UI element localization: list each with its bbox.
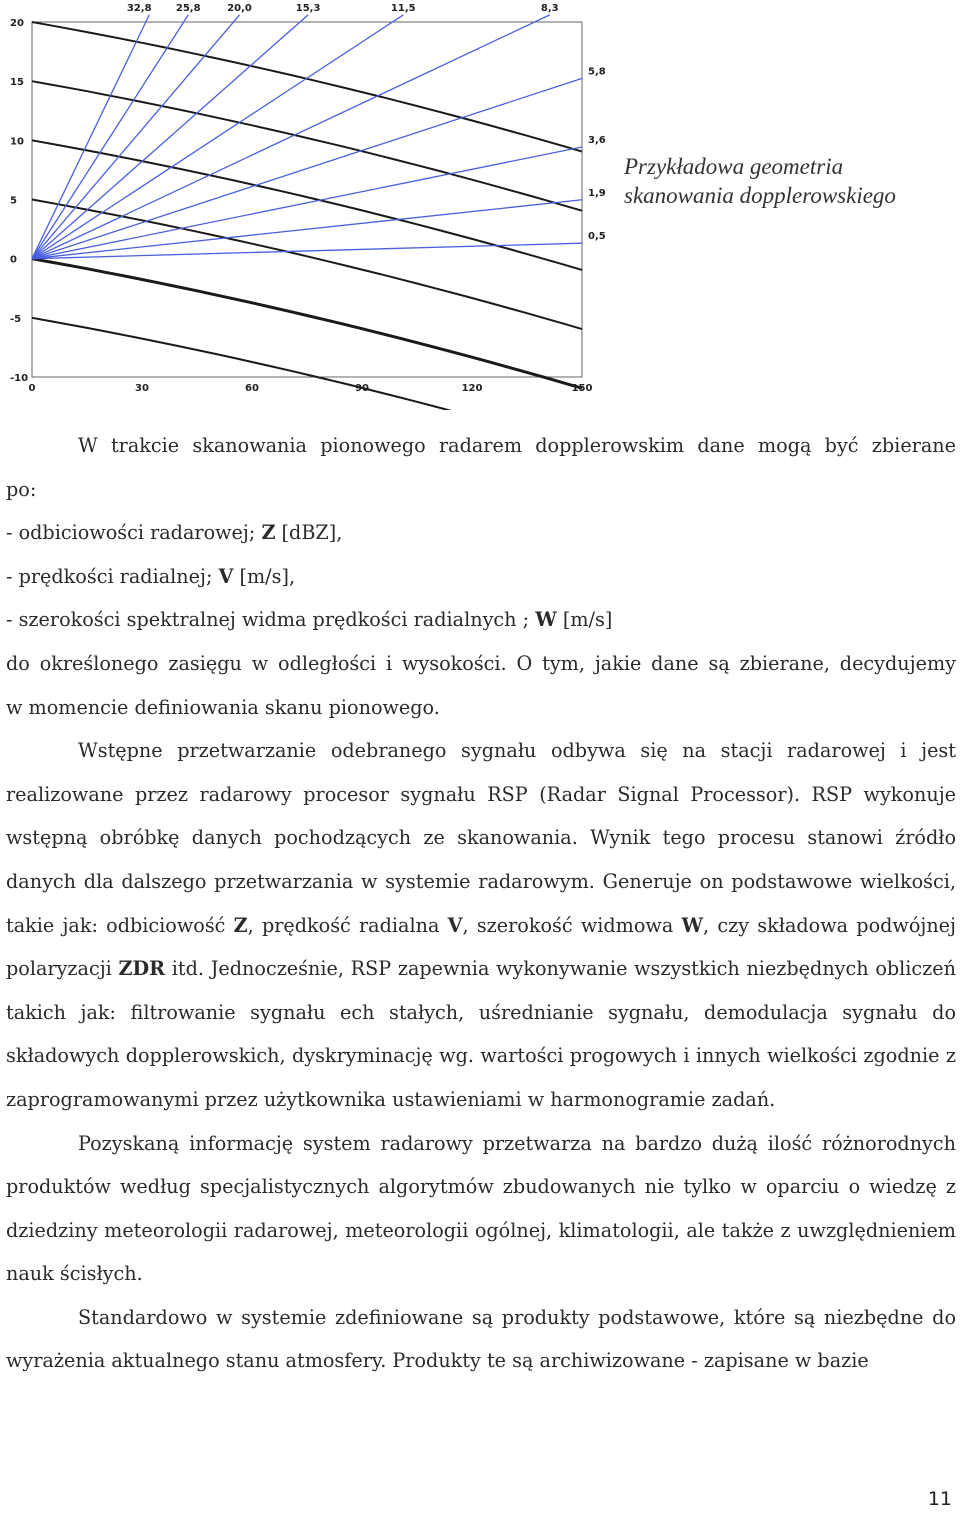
beam-label-9: 0,5 [588,231,606,243]
list-item-reflectivity: - odbiciowości radarowej; Z [dBZ], [6,521,343,545]
x-tick-label: 120 [461,383,483,394]
beam-label-1: 25,8 [175,3,201,14]
paragraph-range-line2: w momencie definiowania skanu pionowego. [6,695,440,719]
x-tick-label: 0 [28,383,36,394]
paragraph-intro-line2: po: [6,477,37,501]
paragraph-standard: Standardowo w systemie zdefiniowane są produkty podstawowe, które są niezbędne do wyrażenia aktualnego stanu atmosfery. Produkty te są archiwizowane - zapisane w bazie [6,1305,956,1373]
y-tick-label: 20 [10,18,24,29]
caption-line-2: skanowania dopplerowskiego [624,183,896,208]
caption-line-1: Przykładowa geometria [624,154,844,179]
x-tick-label: 90 [355,383,369,394]
beam-label-5: 8,3 [540,3,559,14]
paragraph-rsp: Wstępne przetwarzanie odebranego sygnału odbywa się na stacji radarowej i jest realizowane przez radarowy procesor sygnału RSP (Radar Signal Processor). RSP wykonuje wstępną obróbkę danych pochodzących ze skanowania. Wynik tego procesu stanowi źródło danych dla dalszego przetwarzania w systemie radarowym. Generuje on podstawowe wielkości, takie jak: odbiciowość Z, prędkość radialna V, szerokość widmowa W, czy składowa podwójnej polaryzacji ZDR itd. Jednocześnie, RSP zapewnia wykonywanie wszystkich niezbędnych obliczeń takich jak: filtrowanie sygnału ech stałych, uśrednianie sygnału, demodulacja sygnału do składowych dopplerowskich, dyskryminację wg. wartości progowych i innych wielkości zgodnie z zaprogramowanymi przez użytkownika ustawieniami w harmonogramie zadań. [6,739,956,1111]
x-tick-label: 30 [135,383,149,394]
y-tick-label: 5 [10,195,17,207]
x-tick-label: 60 [245,383,259,394]
figure-caption [624,152,954,210]
body-text [6,424,956,1383]
page-number: 11 [927,1488,952,1510]
list-item-spectral-width: - szerokości spektralnej widma prędkości radialnych ; W [m/s] [6,608,613,632]
y-tick-label: -10 [10,373,29,384]
beam-label-7: 3,6 [588,134,606,146]
y-tick-label: 15 [10,77,24,89]
beam-label-2: 20,0 [227,3,252,14]
beam-label-3: 15,3 [295,3,321,14]
paragraph-products: Pozyskaną informację system radarowy przetwarza na bardzo dużą ilość różnorodnych produktów według specjalistycznych algorytmów zbudowanych nie tylko w oparciu o wiedzę z dziedziny meteorologii radarowej, meteorologii ogólnej, klimatologii, ale także z uwzględnieniem nauk ścisłych. [6,1131,956,1286]
x-tick-label: 150 [571,383,593,394]
paragraph-range-line1: do określonego zasięgu w odległości i wysokości. O tym, jakie dane są zbierane, decydujemy [6,651,956,675]
y-tick-label: 10 [10,136,24,148]
beam-label-4: 11,5 [390,3,416,14]
beam-label-6: 5,8 [588,66,606,78]
list-item-radial-velocity: - prędkości radialnej; V [m/s], [6,564,296,588]
paragraph-intro-line1: W trakcie skanowania pionowego radarem dopplerowskim dane mogą być zbierane [78,434,956,457]
beam-label-8: 1,9 [588,187,606,199]
beam-label-0: 32,8 [126,3,152,14]
y-tick-label: -5 [10,313,22,325]
y-tick-label: 0 [10,254,17,266]
plot-frame [32,22,582,377]
